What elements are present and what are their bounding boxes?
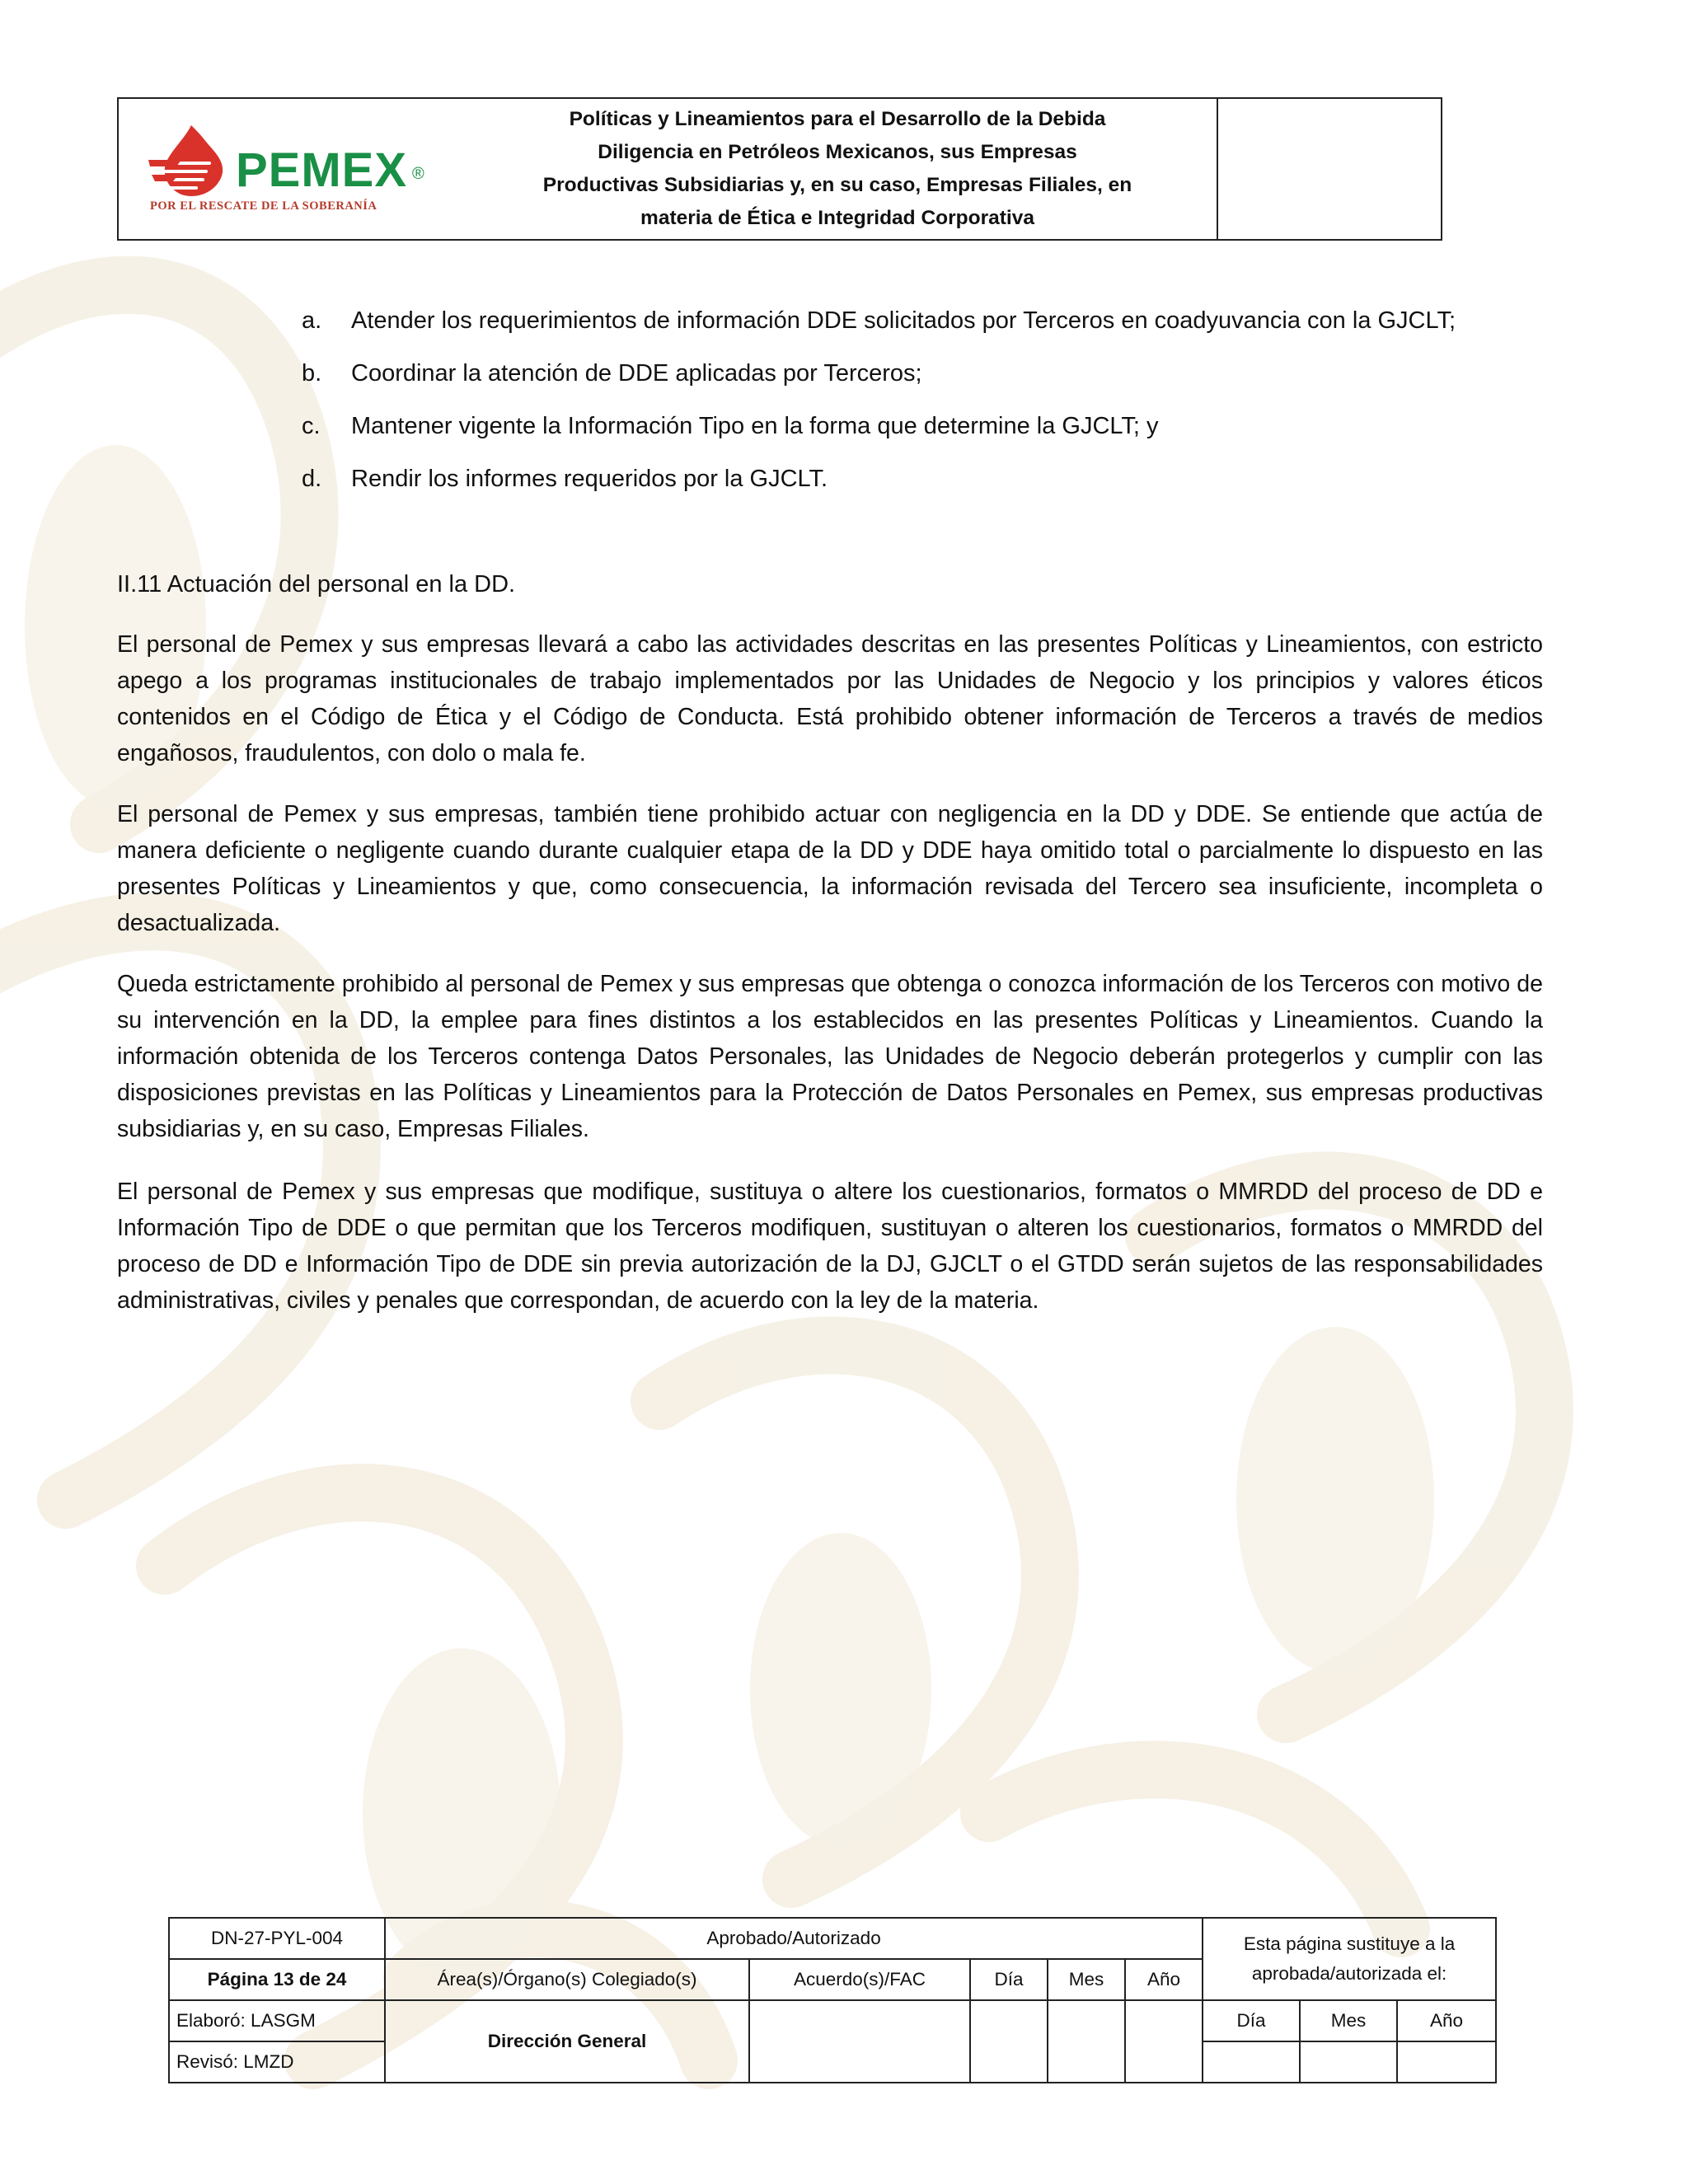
list-item-text: Coordinar la atención de DDE aplicadas por Terceros; (351, 360, 922, 387)
title-line: materia de Ética e Integridad Corporativa (640, 207, 1034, 229)
list-marker: b. (302, 360, 322, 387)
list-item (302, 457, 1538, 509)
list-item (302, 404, 1538, 457)
approving-area: Dirección General (385, 2000, 749, 2083)
list-item (302, 351, 1538, 404)
anio-cell (1125, 2000, 1203, 2083)
mes-cell (1048, 2000, 1125, 2083)
body-paragraph: El personal de Pemex y sus empresas, también tiene prohibido actuar con negligencia en la DD y DDE. Se entiende que actúa de manera deficiente o negligente cuando durante cualquier etapa de la DD y DDE haya omitido total o parcialmente lo dispuesto en las presentes Políticas y Lineamientos y que, como consecuencia, la información revisada del Tercero sea insuficiente, incompleta o desactualizada. (117, 801, 1543, 936)
lettered-list (302, 298, 1538, 509)
replace-dia-cell (1203, 2041, 1300, 2083)
prepared-by: Elaboró: LASGM (169, 2000, 385, 2041)
section-heading: II.11 Actuación del personal en la DD. (117, 571, 516, 598)
pemex-eagle-icon (148, 124, 234, 199)
dia-cell (970, 2000, 1048, 2083)
registered-mark: ® (412, 165, 424, 183)
approved-header: Aprobado/Autorizado (385, 1918, 1203, 1959)
page-number: Página 13 de 24 (169, 1959, 385, 2000)
title-line: Productivas Subsidiarias y, en su caso, Empresas Filiales, en (542, 174, 1132, 196)
replace-mes-header: Mes (1300, 2000, 1397, 2041)
column-header-acuerdo: Acuerdo(s)/FAC (749, 1959, 970, 2000)
list-marker: a. (302, 307, 322, 334)
body-paragraph: Queda estrictamente prohibido al personal de Pemex y sus empresas que obtenga o conozca información de los Terceros con motivo de su intervención en la DD, la emplee para fines distintos a los establecidos en las presentes Políticas y Lineamientos. Cuando la información obtenida de los Terceros contenga Datos Personales, las Unidades de Negocio deberán protegerlos y cumplir con las disposiciones previstas en las Políticas y Lineamientos para la Protección de Datos Personales en Pemex, sus empresas productivas subsidiarias y, en su caso, Empresas Filiales. (117, 971, 1543, 1142)
column-header-anio: Año (1125, 1959, 1203, 2000)
replace-dia-header: Día (1203, 2000, 1300, 2041)
column-header-mes: Mes (1048, 1959, 1125, 2000)
list-item-text: Rendir los informes requeridos por la GJCLT. (351, 466, 828, 492)
column-header-dia: Día (970, 1959, 1048, 2000)
approval-footer-table (168, 1917, 1497, 2083)
acuerdo-cell (749, 2000, 970, 2083)
title-line: Diligencia en Petróleos Mexicanos, sus Empresas (598, 141, 1077, 163)
replace-mes-cell (1300, 2041, 1397, 2083)
replace-anio-header: Año (1397, 2000, 1496, 2041)
list-item-text: Mantener vigente la Información Tipo en la forma que determine la GJCLT; y (351, 413, 1159, 439)
replace-anio-cell (1397, 2041, 1496, 2083)
pemex-wordmark: PEMEX (236, 143, 408, 197)
reviewed-by: Revisó: LMZD (169, 2041, 385, 2083)
logo-slogan: POR EL RESCATE DE LA SOBERANÍA (150, 199, 377, 213)
document-title (458, 99, 1218, 239)
list-item-text: Atender los requerimientos de información DDE solicitados por Terceros en coadyuvancia con la GJCLT; (351, 307, 1456, 334)
document-header (117, 97, 1442, 241)
body-paragraph: El personal de Pemex y sus empresas que modifique, sustituya o altere los cuestionarios, formatos o MMRDD del proceso de DD e Información Tipo de DDE o que permitan que los Terceros modifiquen, sustituyan o alteren los cuestionarios, formatos o MMRDD del proceso de DD e Información Tipo de DDE sin previa autorización de la DJ, GJCLT o el GTDD serán sujetos de las responsabilidades administrativas, civiles y penales que correspondan, de acuerdo con la ley de la materia. (117, 1179, 1543, 1314)
list-marker: d. (302, 466, 322, 492)
header-blank-cell (1218, 99, 1441, 239)
replaces-label: Esta página sustituye a la aprobada/autorizada el: (1203, 1918, 1496, 2000)
column-header-area: Área(s)/Órgano(s) Colegiado(s) (385, 1959, 749, 2000)
title-line: Políticas y Lineamientos para el Desarrollo de la Debida (569, 108, 1106, 130)
list-item (302, 298, 1538, 351)
list-marker: c. (302, 413, 321, 439)
pemex-logo (119, 99, 458, 239)
body-paragraph: El personal de Pemex y sus empresas llevará a cabo las actividades descritas en las presentes Políticas y Lineamientos, con estricto apego a los programas institucionales de trabajo implementados por las Unidades de Negocio y los principios y valores éticos contenidos en el Código de Ética y el Código de Conducta. Está prohibido obtener información de Terceros a través de medios engañosos, fraudulentos, con dolo o mala fe. (117, 631, 1543, 766)
document-code: DN-27-PYL-004 (169, 1918, 385, 1959)
